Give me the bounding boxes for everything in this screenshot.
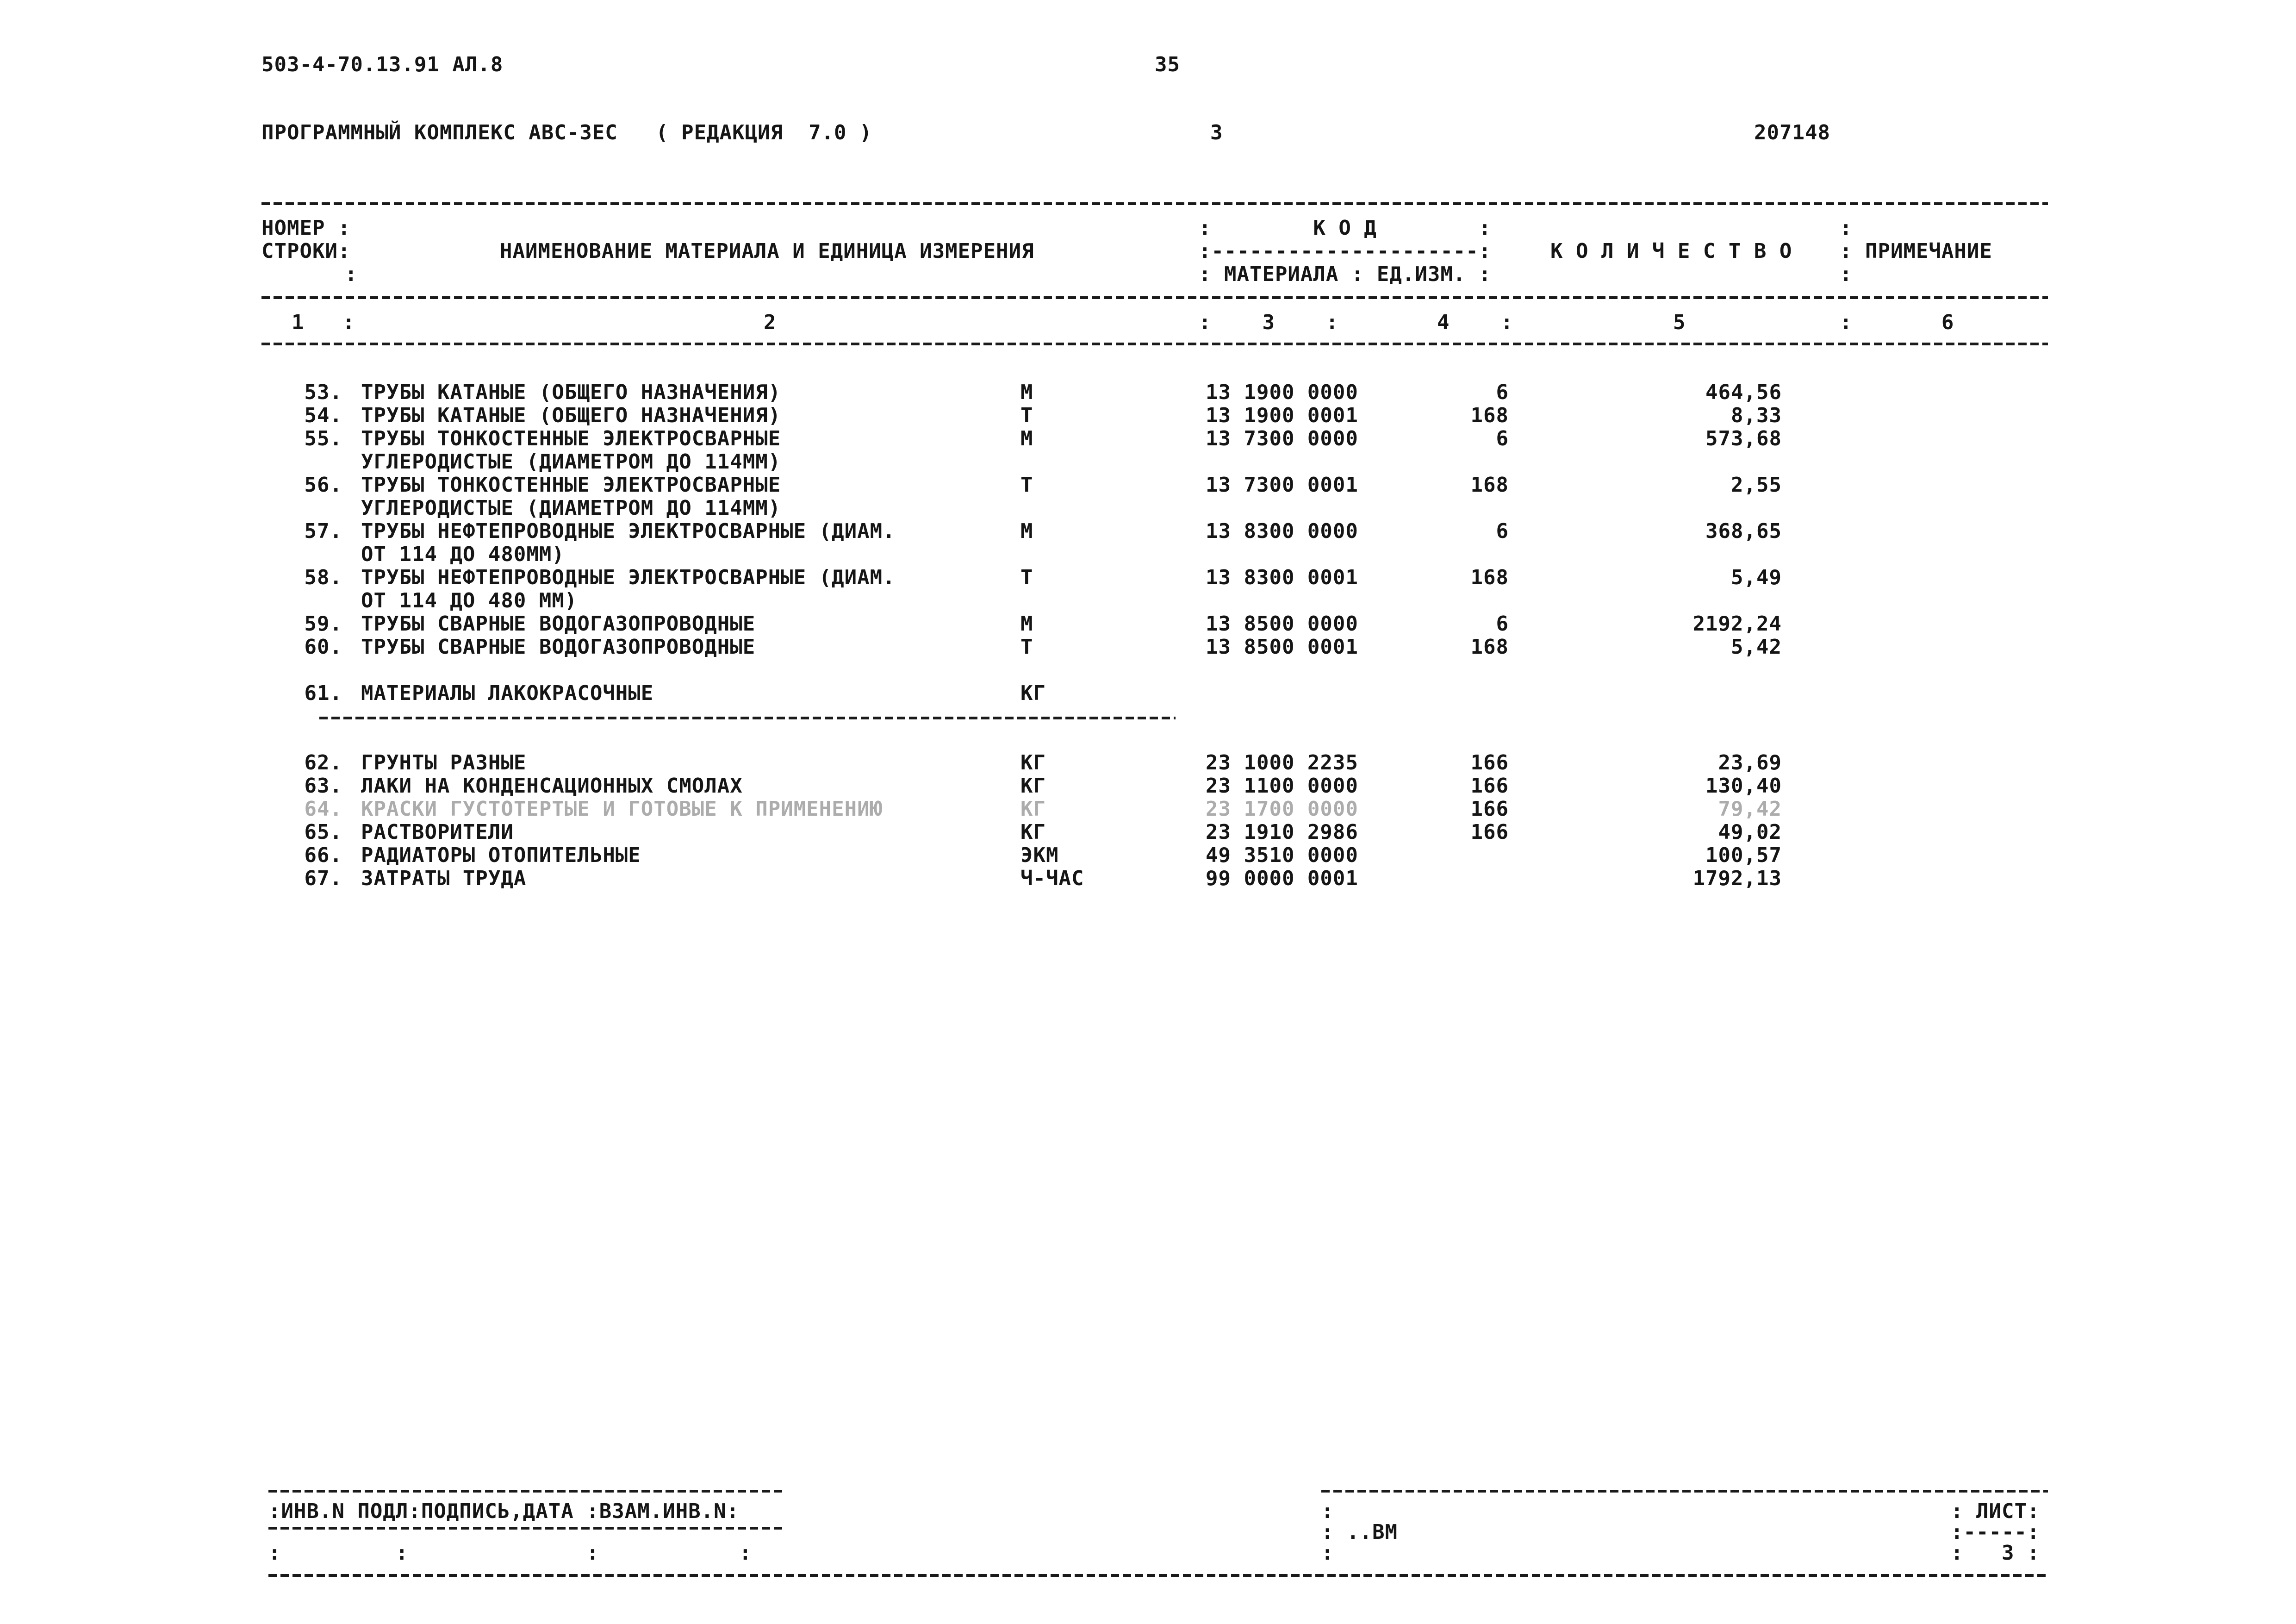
row-name: РАСТВОРИТЕЛИ (361, 820, 514, 844)
footer-mid-code: : ..ВМ (1321, 1520, 1398, 1544)
row-name: ТРУБЫ НЕФТЕПРОВОДНЫЕ ЭЛЕКТРОСВАРНЫЕ (ДИАМ. (361, 519, 896, 543)
doc-code: 207148 (1754, 121, 1830, 144)
footer-left-header: :ИНВ.N ПОДЛ:ПОДПИСЬ,ДАТА :ВЗАМ.ИНВ.N: (268, 1499, 740, 1523)
row-number: 54. (304, 404, 342, 427)
row-number: 56. (304, 473, 342, 497)
header-row-label-1: НОМЕР : (261, 216, 351, 240)
row-name-continued: ОТ 114 ДО 480ММ) (361, 543, 565, 566)
row-material-code: 13 7300 0001 (1206, 473, 1358, 497)
row-unit-code: 168 (1470, 566, 1509, 589)
row-material-code: 13 8300 0001 (1206, 566, 1358, 589)
footer-bottom-rule (268, 1574, 2048, 1577)
header-note-colon-3: : (1840, 262, 1853, 286)
row-number: 63. (304, 774, 342, 798)
header-note-label: : ПРИМЕЧАНИЕ (1840, 239, 1992, 263)
header-bottom-rule (261, 343, 2048, 345)
row-quantity: 2192,24 (1692, 612, 1782, 636)
section-rule (319, 717, 1176, 719)
row-quantity: 573,68 (1705, 427, 1782, 450)
header-row-label-2: СТРОКИ: (261, 239, 351, 263)
row-number: 59. (304, 612, 342, 636)
row-number: 58. (304, 566, 342, 589)
doc-id: 503-4-70.13.91 АЛ.8 (261, 53, 504, 76)
col-number-6: : 6 (1840, 311, 1954, 334)
row-number: 67. (304, 867, 342, 890)
page-number: 3 (1210, 121, 1223, 144)
row-material-code: 13 7300 0000 (1206, 427, 1358, 450)
row-quantity: 130,40 (1705, 774, 1782, 798)
row-unit: М (1020, 612, 1033, 636)
row-unit: М (1020, 381, 1033, 404)
header-mid-rule (261, 296, 2048, 299)
row-unit: М (1020, 519, 1033, 543)
row-number: 66. (304, 843, 342, 867)
col-number-4: 4 : (1437, 311, 1513, 334)
row-number: 57. (304, 519, 342, 543)
footer-sheet-rule: :-----: (1951, 1520, 2040, 1544)
row-quantity: 79,42 (1718, 797, 1782, 821)
row-unit-code: 6 (1496, 519, 1509, 543)
row-unit-code: 6 (1496, 612, 1509, 636)
row-material-code: 13 8500 0001 (1206, 635, 1358, 659)
row-quantity: 2,55 (1731, 473, 1782, 497)
section-title: МАТЕРИАЛЫ ЛАКОКРАСОЧНЫЕ (361, 681, 654, 705)
row-name: ТРУБЫ СВАРНЫЕ ВОДОГАЗОПРОВОДНЫЕ (361, 612, 756, 636)
row-unit: КГ (1020, 751, 1046, 775)
row-unit: Т (1020, 404, 1033, 427)
row-name: ТРУБЫ СВАРНЫЕ ВОДОГАЗОПРОВОДНЫЕ (361, 635, 756, 659)
header-code-rule: :---------------------: (1199, 239, 1492, 263)
row-material-code: 49 3510 0000 (1206, 843, 1358, 867)
row-unit: М (1020, 427, 1033, 450)
row-name: ТРУБЫ КАТАНЫЕ (ОБЩЕГО НАЗНАЧЕНИЯ) (361, 404, 781, 427)
row-material-code: 23 1700 0000 (1206, 797, 1358, 821)
row-material-code: 13 8500 0000 (1206, 612, 1358, 636)
row-name: КРАСКИ ГУСТОТЕРТЫЕ И ГОТОВЫЕ К ПРИМЕНЕНИЮ (361, 797, 883, 821)
row-unit-code: 6 (1496, 427, 1509, 450)
row-unit: Ч-ЧАС (1020, 867, 1084, 890)
footer-left-top-rule (268, 1490, 782, 1493)
row-name: ЛАКИ НА КОНДЕНСАЦИОННЫХ СМОЛАХ (361, 774, 743, 798)
row-number: 61. (304, 681, 342, 705)
row-unit-code: 166 (1470, 774, 1509, 798)
row-quantity: 23,69 (1718, 751, 1782, 775)
row-material-code: 13 8300 0000 (1206, 519, 1358, 543)
row-unit-code: 6 (1496, 381, 1509, 404)
row-quantity: 1792,13 (1692, 867, 1782, 890)
row-material-code: 99 0000 0001 (1206, 867, 1358, 890)
row-number: 64. (304, 797, 342, 821)
row-unit: Т (1020, 473, 1033, 497)
row-quantity: 5,42 (1731, 635, 1782, 659)
row-number: 65. (304, 820, 342, 844)
header-qty-label: К О Л И Ч Е С Т В О (1550, 239, 1792, 263)
row-material-code: 13 1900 0000 (1206, 381, 1358, 404)
row-quantity: 8,33 (1731, 404, 1782, 427)
row-unit-code: 166 (1470, 820, 1509, 844)
row-number: 60. (304, 635, 342, 659)
row-unit-code: 166 (1470, 797, 1509, 821)
row-unit: КГ (1020, 774, 1046, 798)
row-name-continued: УГЛЕРОДИСТЫЕ (ДИАМЕТРОМ ДО 114ММ) (361, 450, 781, 474)
row-number: 62. (304, 751, 342, 775)
row-unit: КГ (1020, 681, 1046, 705)
row-material-code: 23 1000 2235 (1206, 751, 1358, 775)
row-unit: Т (1020, 566, 1033, 589)
row-material-code: 13 1900 0001 (1206, 404, 1358, 427)
header-code-sub: : МАТЕРИАЛА : ЕД.ИЗМ. : (1199, 262, 1492, 286)
row-quantity: 5,49 (1731, 566, 1782, 589)
row-name: РАДИАТОРЫ ОТОПИТЕЛЬНЫЕ (361, 843, 641, 867)
program-title: ПРОГРАММНЫЙ КОМПЛЕКС АВС-3ЕС ( РЕДАКЦИЯ 7.0 ) (261, 121, 872, 144)
row-material-code: 23 1910 2986 (1206, 820, 1358, 844)
footer-left-cells: : : : : (268, 1541, 752, 1565)
row-unit: КГ (1020, 820, 1046, 844)
footer-left-mid-rule (268, 1527, 782, 1530)
row-number: 53. (304, 381, 342, 404)
header-note-colon-1: : (1840, 216, 1853, 240)
row-name: ТРУБЫ НЕФТЕПРОВОДНЫЕ ЭЛЕКТРОСВАРНЫЕ (ДИАМ. (361, 566, 896, 589)
col-number-5: 5 (1673, 311, 1686, 334)
footer-sheet-number: : 3 : (1951, 1541, 2040, 1565)
col-number-1: 1 : (292, 311, 355, 334)
row-name: ТРУБЫ КАТАНЫЕ (ОБЩЕГО НАЗНАЧЕНИЯ) (361, 381, 781, 404)
header-name-label: НАИМЕНОВАНИЕ МАТЕРИАЛА И ЕДИНИЦА ИЗМЕРЕНИЯ (500, 239, 1034, 263)
row-name: ЗАТРАТЫ ТРУДА (361, 867, 527, 890)
row-number: 55. (304, 427, 342, 450)
row-name: ТРУБЫ ТОНКОСТЕННЫЕ ЭЛЕКТРОСВАРНЫЕ (361, 427, 781, 450)
row-unit-code: 168 (1470, 635, 1509, 659)
row-unit: Т (1020, 635, 1033, 659)
row-name-continued: ОТ 114 ДО 480 ММ) (361, 589, 578, 612)
col-number-3: : 3 : (1199, 311, 1339, 334)
row-quantity: 368,65 (1705, 519, 1782, 543)
page-top-number: 35 (1155, 53, 1180, 76)
footer-right-top-rule (1321, 1490, 2048, 1493)
row-unit-code: 166 (1470, 751, 1509, 775)
row-unit-code: 168 (1470, 404, 1509, 427)
row-unit: КГ (1020, 797, 1046, 821)
row-quantity: 49,02 (1718, 820, 1782, 844)
header-code-label: : К О Д : (1199, 216, 1492, 240)
row-name: ГРУНТЫ РАЗНЫЕ (361, 751, 527, 775)
row-unit: ЭКМ (1020, 843, 1059, 867)
footer-mid-colon-1: : (1321, 1499, 1334, 1523)
header-top-rule (261, 202, 2048, 205)
row-name: ТРУБЫ ТОНКОСТЕННЫЕ ЭЛЕКТРОСВАРНЫЕ (361, 473, 781, 497)
row-material-code: 23 1100 0000 (1206, 774, 1358, 798)
footer-mid-colon-3: : (1321, 1541, 1334, 1565)
row-quantity: 100,57 (1705, 843, 1782, 867)
col-number-2: 2 (764, 311, 777, 334)
footer-sheet-label: : ЛИСТ: (1951, 1499, 2040, 1523)
row-name-continued: УГЛЕРОДИСТЫЕ (ДИАМЕТРОМ ДО 114ММ) (361, 496, 781, 520)
row-unit-code: 168 (1470, 473, 1509, 497)
row-quantity: 464,56 (1705, 381, 1782, 404)
header-row-label-3: : (345, 262, 358, 286)
